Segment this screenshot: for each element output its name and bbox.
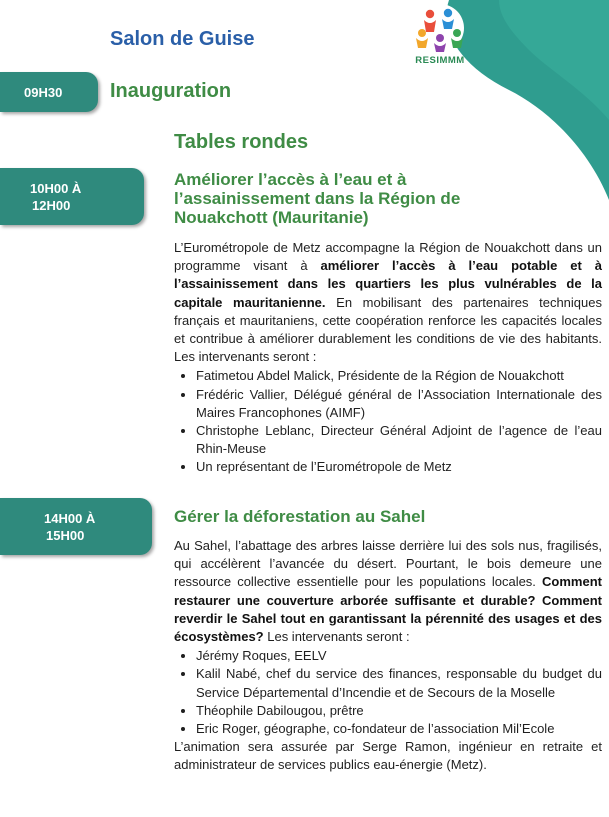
session-2-body bbox=[174, 537, 602, 775]
session-1-speakers bbox=[174, 367, 602, 476]
time-badge-session-2 bbox=[0, 498, 152, 555]
speaker-item: • Eric Roger, géographe, co-fondateur de l’association Mil’Ecole bbox=[196, 720, 602, 738]
speaker-item: • Un représentant de l’Eurométropole de Metz bbox=[196, 458, 602, 476]
time-end: 15H00 bbox=[46, 527, 85, 543]
speaker-item: • Théophile Dabilougou, prêtre bbox=[196, 702, 602, 720]
speaker-item: • Fatimetou Abdel Malick, Présidente de la Région de Nouakchott bbox=[196, 367, 602, 385]
logo-text: RESIMMM bbox=[415, 55, 465, 66]
resimmm-logo bbox=[400, 2, 480, 74]
speaker-item: • Jérémy Roques, EELV bbox=[196, 647, 602, 665]
session-1-body bbox=[174, 239, 602, 477]
session-2-description: Au Sahel, l’abattage des arbres laisse derrière lui des sols nus, fragilisés, qui accélèrent l’avancée du désert. Pourtant, le bois demeure une ressource collective essentielle pour les populations locales. Comment restaurer une couverture arborée suffisante et durable? Comment reverdir le Sahel tout en garantissant la pérennité des usages et des écosystèmes? Les intervenants seront : bbox=[174, 538, 602, 645]
time-text: 09H30 bbox=[24, 84, 63, 100]
session-1-title-line: l’assainissement dans la Région de bbox=[174, 189, 461, 208]
time-start: 10H00 À bbox=[30, 180, 82, 196]
time-start: 14H00 À bbox=[44, 510, 96, 526]
logo-people-icon bbox=[400, 2, 480, 54]
session-2-closing: L’animation sera assurée par Serge Ramon, ingénieur en retraite et administrateur de services publics eau-énergie (Metz). bbox=[174, 739, 602, 773]
tables-rondes-heading: Tables rondes bbox=[174, 131, 309, 153]
session-1-description: L’Eurométropole de Metz accompagne la Région de Nouakchott dans un programme visant à améliorer l’accès à l’eau potable et à l’assainissement dans les quartiers les plus vulnérables de la capitale mauritanienne. En mobilisant des partenaires techniques français et mauritaniens, cette coopération renforce les capacités locales et contribue à améliorer durablement les conditions de vie des habitants. Les intervenants seront : bbox=[174, 240, 602, 365]
time-end: 12H00 bbox=[32, 197, 71, 213]
time-badge-session-1 bbox=[0, 168, 144, 225]
session-1-title bbox=[174, 170, 460, 227]
time-badge-inauguration bbox=[0, 72, 98, 112]
page-title: Salon de Guise bbox=[110, 28, 255, 50]
session-1-title-line: Améliorer l’accès à l’eau et à bbox=[174, 170, 407, 189]
session-1-title-line: Nouakchott (Mauritanie) bbox=[174, 208, 369, 227]
speaker-item: • Kalil Nabé, chef du service des finances, responsable du budget du Service Départemental d’Incendie et de Secours de la Moselle bbox=[196, 665, 602, 701]
speaker-item: • Frédéric Vallier, Délégué général de l’Association Internationale des Maires Francophones (AIMF) bbox=[196, 386, 602, 422]
session-2-title: Gérer la déforestation au Sahel bbox=[174, 507, 426, 526]
inauguration-heading: Inauguration bbox=[110, 80, 232, 102]
speaker-item: • Christophe Leblanc, Directeur Général Adjoint de l’agence de l’eau Rhin-Meuse bbox=[196, 422, 602, 458]
session-2-speakers bbox=[174, 647, 602, 738]
